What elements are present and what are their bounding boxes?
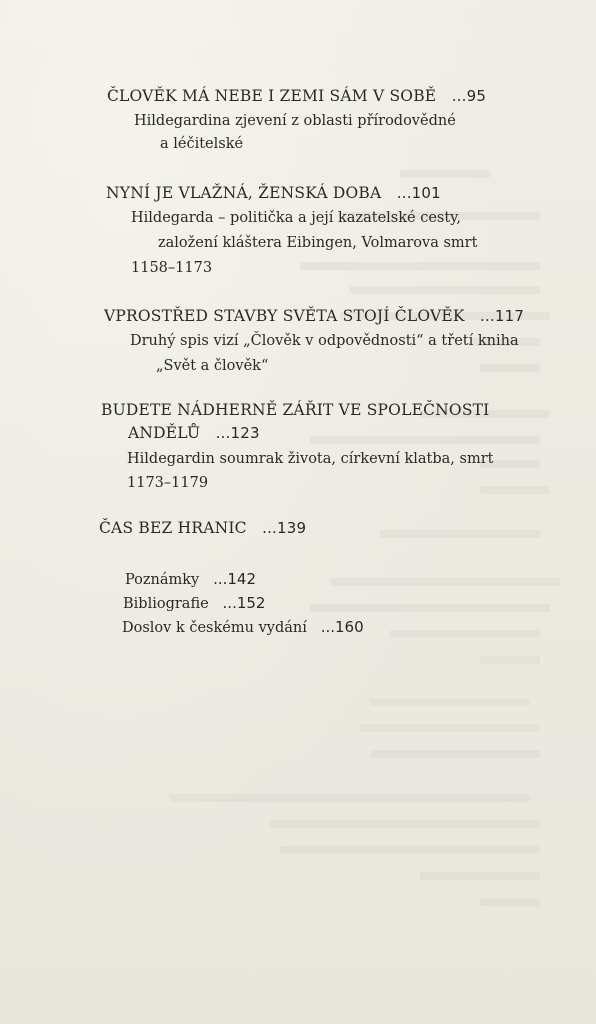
toc-page-number: ...142 <box>213 570 257 588</box>
appendix-item-afterword: Doslov k českému vydání ...160 <box>122 618 364 636</box>
toc-entry-title-continued: ANDĚLŮ ...123 <box>128 424 260 442</box>
toc-page-number: ...101 <box>396 184 441 202</box>
toc-entry-subtitle: „Svět a člověk“ <box>156 358 269 374</box>
toc-entry-title: VPROSTŘED STAVBY SVĚTA STOJÍ ČLOVĚK ...117 <box>104 307 525 325</box>
toc-entry-subtitle: Hildegardin soumrak života, církevní klatba, smrt <box>127 451 494 467</box>
toc-entry-subtitle: Hildegardina zjevení z oblasti přírodovědné <box>134 113 456 129</box>
toc-entry-subtitle: Hildegarda – politička a její kazatelské cesty, <box>131 210 462 226</box>
appendix-item-notes: Poznámky ...142 <box>125 570 257 588</box>
toc-page-number: ...152 <box>222 594 266 612</box>
toc-page-number: ...95 <box>451 87 487 105</box>
toc-entry-title: ČAS BEZ HRANIC ...139 <box>99 519 307 537</box>
toc-entry-years: 1158–1173 <box>131 260 213 276</box>
toc-entry-years: 1173–1179 <box>127 475 209 491</box>
toc-entry-title: BUDETE NÁDHERNĚ ZÁŘIT VE SPOLEČNOSTI <box>101 401 490 419</box>
toc-entry-subtitle: Druhý spis vizí „Člověk v odpovědnosti“ a třetí kniha <box>130 333 519 349</box>
toc-entry-title: NYNÍ JE VLAŽNÁ, ŽENSKÁ DOBA ...101 <box>106 184 441 202</box>
toc-entry-subtitle: založení kláštera Eibingen, Volmarova smrt <box>158 235 478 251</box>
toc-page-number: ...160 <box>320 618 364 636</box>
toc-page-number: ...139 <box>262 519 307 537</box>
appendix-item-bibliography: Bibliografie ...152 <box>123 594 266 612</box>
toc-page-number: ...117 <box>480 307 525 325</box>
toc-entry-subtitle: a léčitelské <box>160 136 244 152</box>
toc-page-number: ...123 <box>215 424 260 442</box>
toc-entry-title: ČLOVĚK MÁ NEBE I ZEMI SÁM V SOBĚ ...95 <box>107 87 487 105</box>
